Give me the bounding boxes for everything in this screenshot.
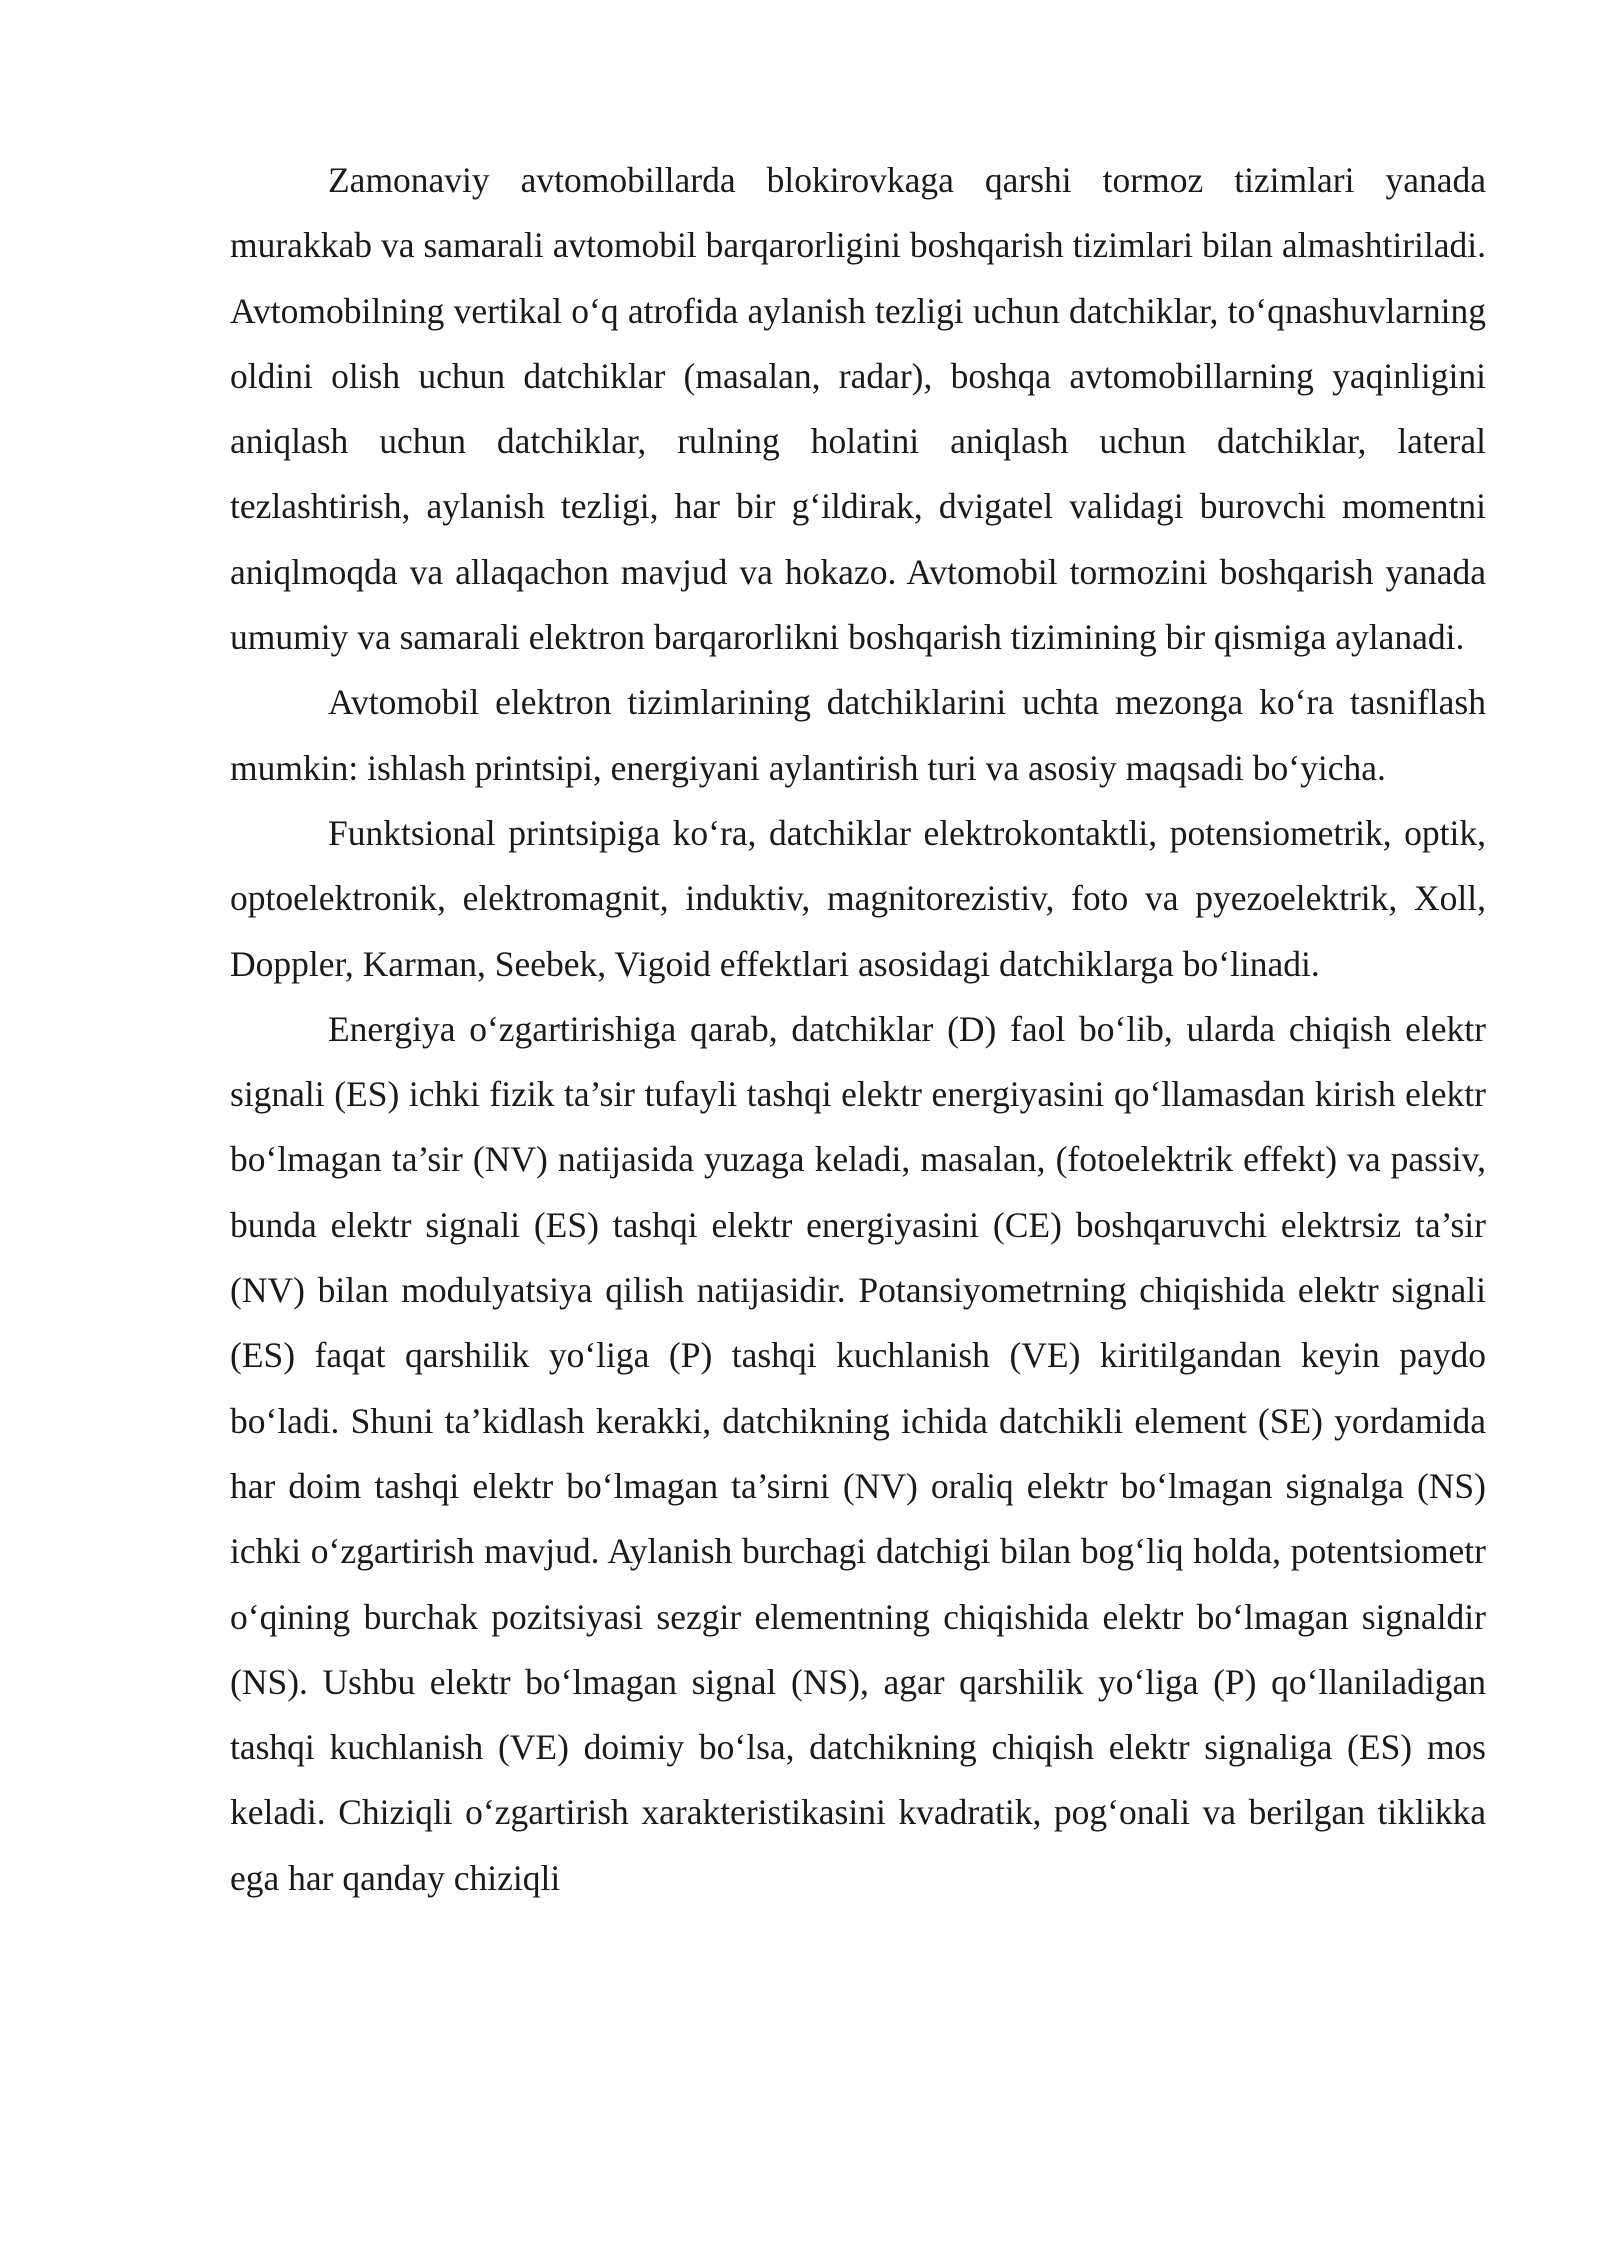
paragraph-sensor-classification: Avtomobil elektron tizimlarining datchiklarini uchta mezonga ko‘ra tasniflash mumkin: ishlash printsipi, energiyani aylantirish turi va asosiy maqsadi bo‘yicha.	[230, 682, 1486, 788]
paragraph-stability-systems: Zamonaviy avtomobillarda blokirovkaga qarshi tormoz tizimlari yanada murakkab va samarali avtomobil barqarorligini boshqarish tizimlari bilan almashtiriladi. Avtomobilning vertikal o‘q atrofida aylanish tezligi uchun datchiklar, to‘qnashuvlarning oldini olish uchun datchiklar (masalan, radar), boshqa avtomobillarning yaqinligini aniqlash uchun datchiklar, rulning holatini aniqlash uchun datchiklar, lateral tezlashtirish, aylanish tezligi, har bir g‘ildirak, dvigatel validagi burovchi momentni aniqlmoqda va allaqachon mavjud va hokazo. Avtomobil tormozini boshqarish yanada umumiy va samarali elektron barqarorlikni boshqarish tizimining bir qismiga aylanadi.	[230, 160, 1486, 658]
paragraph-functional-principle: Funktsional printsipiga ko‘ra, datchiklar elektrokontaktli, potensiometrik, optik, optoelektronik, elektromagnit, induktiv, magnitorezistiv, foto va pyezoelektrik, Xoll, Doppler, Karman, Seebek, Vigoid effektlari asosidagi datchiklarga bo‘linadi.	[230, 812, 1486, 984]
document-body	[230, 148, 1486, 1911]
paragraph-energy-conversion: Energiya o‘zgartirishiga qarab, datchiklar (D) faol bo‘lib, ularda chiqish elektr signali (ES) ichki fizik ta’sir tufayli tashqi elektr energiyasini qo‘llamasdan kirish elektr bo‘lmagan ta’sir (NV) natijasida yuzaga keladi, masalan, (fotoelektrik effekt) va passiv, bunda elektr signali (ES) tashqi elektr energiyasini (CE) boshqaruvchi elektrsiz ta’sir (NV) bilan modulyatsiya qilish natijasidir. Potansiyometrning chiqishida elektr signali (ES) faqat qarshilik yo‘liga (P) tashqi kuchlanish (VE) kiritilgandan keyin paydo bo‘ladi. Shuni ta’kidlash kerakki, datchikning ichida datchikli element (SE) yordamida har doim tashqi elektr bo‘lmagan ta’sirni (NV) oraliq elektr bo‘lmagan signalga (NS) ichki o‘zgartirish mavjud. Aylanish burchagi datchigi bilan bog‘liq holda, potentsiometr o‘qining burchak pozitsiyasi sezgir elementning chiqishida elektr bo‘lmagan signaldir (NS). Ushbu elektr bo‘lmagan signal (NS), agar qarshilik yo‘liga (P) qo‘llaniladigan tashqi kuchlanish (VE) doimiy bo‘lsa, datchikning chiqish elektr signaliga (ES) mos keladi. Chiziqli o‘zgartirish xarakteristikasini kvadratik, pog‘onali va berilgan tiklikka ega har qanday chiziqli	[230, 1008, 1486, 1898]
